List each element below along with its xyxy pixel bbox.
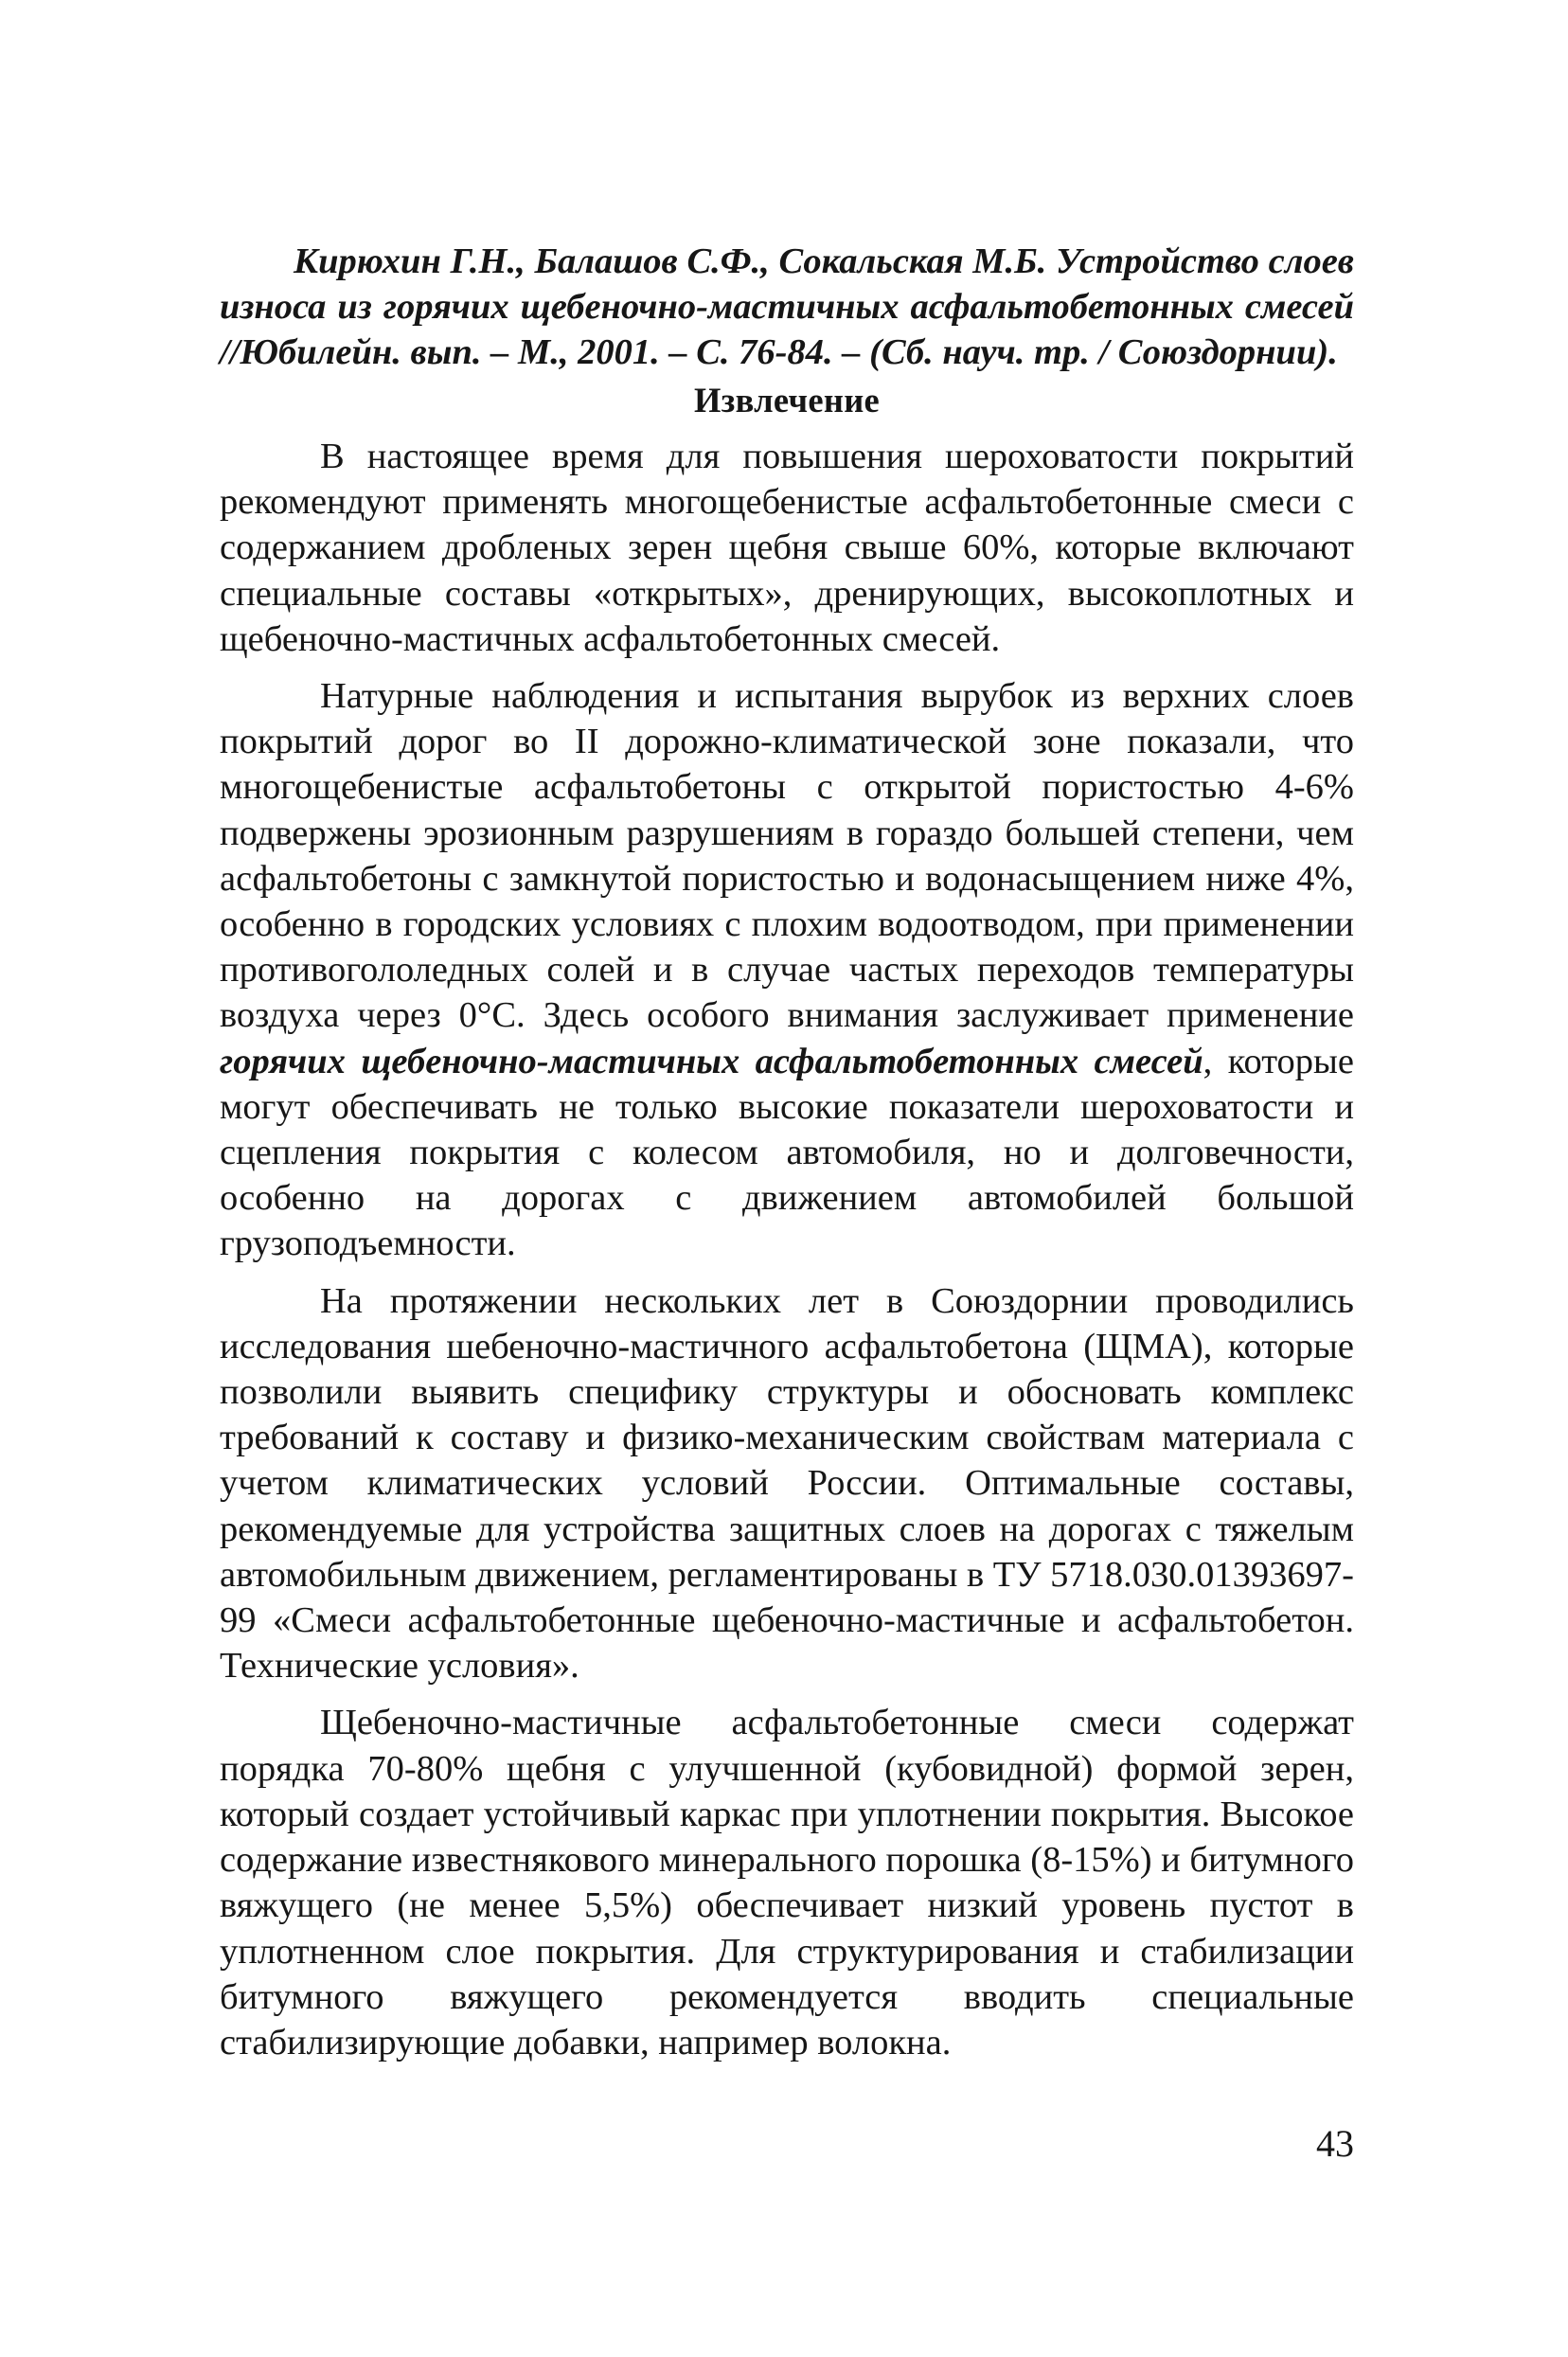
paragraph-2-emphasis: горячих щебеночно-мастичных асфальтобетонных смесей bbox=[220, 1041, 1203, 1081]
page-content bbox=[220, 239, 1354, 2077]
paragraph-2-text-start: Натурные наблюдения и испытания вырубок из верхних слоев покрытий дорог во II дорожно-климатической зоне показали, что многощебенистые асфальтобетоны с открытой пористостью 4-6% подвержены эрозионным разрушениям в гораздо большей степени, чем асфальтобетоны с замкнутой пористостью и водонасыщением ниже 4%, особенно в городских условиях с плохим водоотводом, при применении противогололедных солей и в случае частых переходов температуры воздуха через 0°С. Здесь особого внимания заслуживает применение bbox=[220, 676, 1354, 1036]
paragraph-4: Щебеночно-мастичные асфальтобетонные смеси содержат порядка 70-80% щебня с улучшенной (кубовидной) формой зерен, который создает устойчивый каркас при уплотнении покрытия. Высокое содержание известнякового минерального порошка (8-15%) и битумного вяжущего (не менее 5,5%) обеспечивает низкий уровень пустот в уплотненном слое покрытия. Для структурирования и стабилизации битумного вяжущего рекомендуется вводить специальные стабилизирующие добавки, например волокна. bbox=[220, 1703, 1354, 2062]
paragraph-3: На протяжении нескольких лет в Союздорнии проводились исследования шебеночно-мастичного асфальтобетона (ЩМА), которые позволили выявить специфику структуры и обосновать комплекс требований к составу и физико-механическим свойствам материала с учетом климатических условий России. Оптимальные составы, рекомендуемые для устройства защитных слоев на дорогах с тяжелым автомобильным движением, регламентированы в ТУ 5718.030.01393697-99 «Смеси асфальтобетонные щебеночно-мастичные и асфальтобетон. Технические условия». bbox=[220, 1280, 1354, 1687]
section-heading: Извлечение bbox=[693, 381, 881, 420]
paragraph-1: В настоящее время для повышения шероховатости покрытий рекомендуют применять многощебенистые асфальтобетонные смеси с содержанием дробленых зерен щебня свыше 60%, которые включают специальные составы «открытых», дренирующих, высокоплотных и щебеночно-мастичных асфальтобетонных смесей. bbox=[220, 437, 1354, 659]
page-number: 43 bbox=[1316, 2122, 1354, 2165]
paragraph-2 bbox=[220, 673, 1354, 1267]
bibliographic-citation: Кирюхин Г.Н., Балашов С.Ф., Сокальская М.Б. Устройство слоев износа из горячих щебеночно-мастичных асфальтобетонных смесей //Юбилейн. вып. – М., 2001. – С. 76-84. – (Сб. науч. тр. / Союздорнии). bbox=[220, 241, 1354, 372]
paragraph-2-text-end: , которые могут обеспечивать не только высокие показатели шероховатости и сцепления покрытия с колесом автомобиля, но и долговечности, особенно на дорогах с движением автомобилей большой грузоподъемности. bbox=[220, 1041, 1354, 1264]
